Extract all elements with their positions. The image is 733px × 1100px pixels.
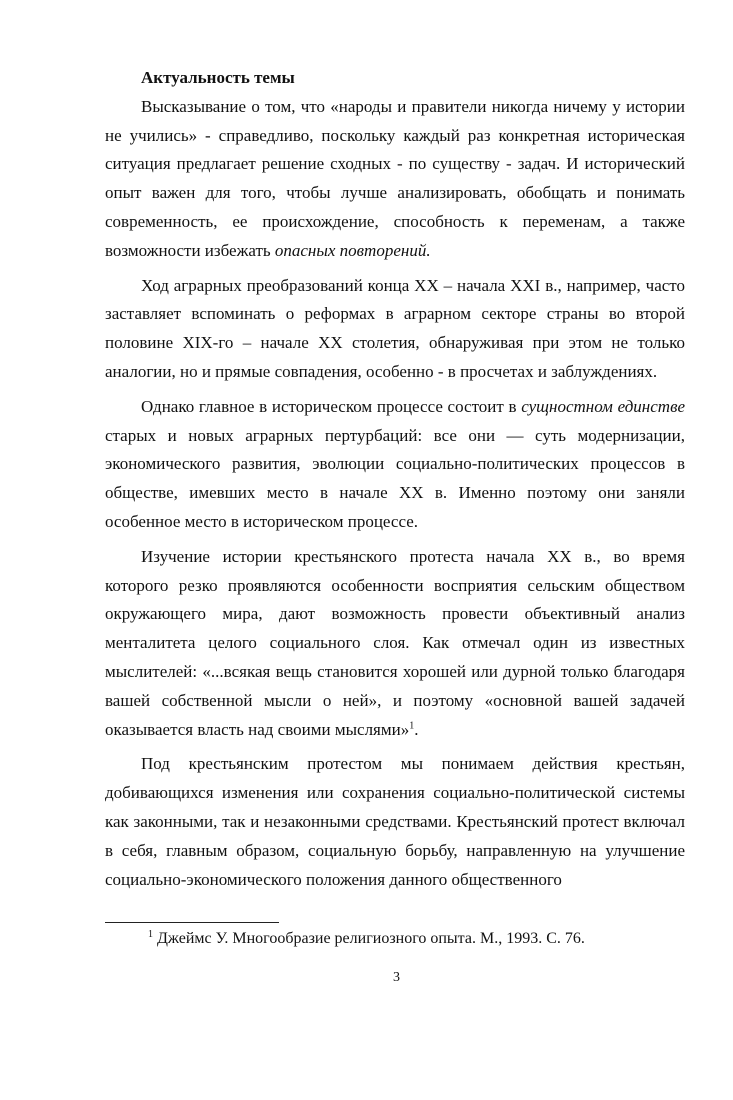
page-number: 3	[393, 970, 400, 985]
footnote-reference: 1	[409, 719, 415, 731]
footnote-separator	[105, 922, 279, 923]
paragraph-2-text: Ход аграрных преобразований конца XX – начала XXI в., например, часто заставляет вспоминать о реформах в аграрном секторе страны во второй половине XIX-го – начале XX столетия, обнаруживая при этом не только аналогии, но и прямые совпадения, особенно - в просчетах и заблуждениях.	[105, 275, 685, 381]
paragraph-3-before: Однако главное в историческом процессе состоит в	[141, 396, 522, 416]
paragraph-3	[105, 393, 685, 537]
paragraph-2	[105, 272, 685, 387]
paragraph-5	[105, 750, 685, 894]
paragraph-5-text: Под крестьянским протестом мы понимаем действия крестьян, добивающихся изменения или сохранения социально-политической системы как законными, так и незаконными средствами. Крестьянский протест включал в себя, главным образом, социальную борьбу, направленную на улучшение социально-экономического положения данного общественного	[105, 754, 685, 889]
paragraph-1-text: Высказывание о том, что «народы и правители никогда ничему у истории не учились» - справедливо, поскольку каждый раз конкретная историческая ситуация предлагает решение сходных - по существу - задач. И исторический опыт важен для того, чтобы лучше анализировать, обобщать и понимать современность, ее происхождение, способность к переменам, а также возможности избежать	[105, 96, 685, 260]
footnote-text: Джеймс У. Многообразие религиозного опыта. М., 1993. С. 76.	[157, 930, 585, 947]
paragraph-4-after: .	[414, 719, 419, 739]
section-heading: Актуальность темы	[141, 68, 295, 87]
footnote-marker: 1	[148, 928, 153, 940]
paragraph-1-italic: опасных повторений.	[274, 240, 431, 260]
paragraph-4	[105, 543, 685, 745]
main-text	[105, 64, 685, 900]
paragraph-4-text: Изучение истории крестьянского протеста начала XX в., во время которого резко проявляются особенности восприятия сельским обществом окружающего мира, дают возможность провести объективный анализ менталитета целого социального слоя. Как отмечал один из известных мыслителей: «...всякая вещь становится хорошей или дурной только благодаря вашей собственной мысли о ней», и поэтому «основной вашей задачей оказывается власть над своими мыслями»	[105, 546, 685, 739]
paragraph-3-italic: сущностном единстве	[521, 396, 685, 416]
footnote	[148, 929, 688, 949]
paragraph-3-after: старых и новых аграрных пертурбаций: все они — суть модернизации, экономического развития, эволюции социально-политических процессов в обществе, имевших место в начале XX в. Именно поэтому они заняли особенное место в историческом процессе.	[105, 425, 685, 531]
paragraph-1	[105, 93, 685, 266]
